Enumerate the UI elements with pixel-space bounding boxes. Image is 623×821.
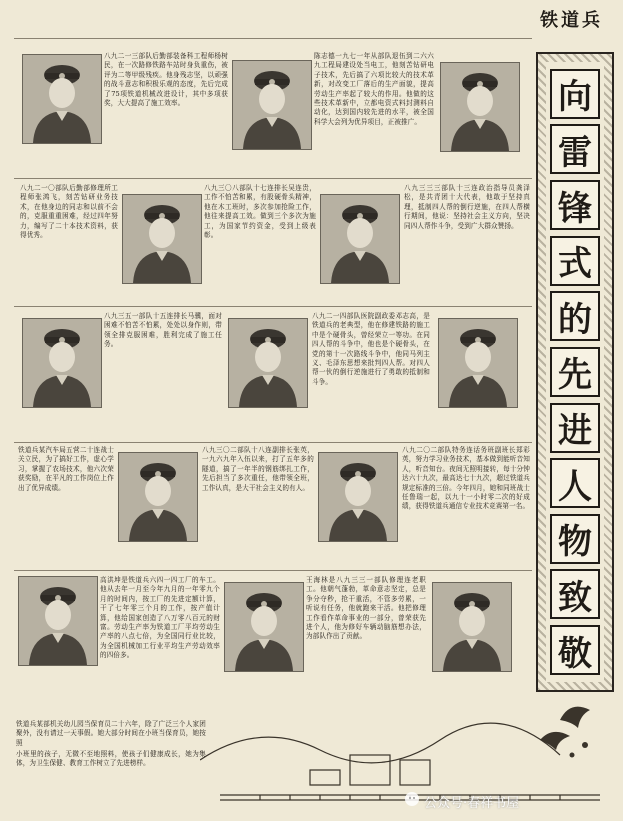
title-char: 敬 (550, 625, 600, 675)
portrait-photo (122, 194, 202, 284)
title-banner (536, 52, 614, 692)
portrait-silhouette (23, 55, 101, 143)
title-char: 向 (550, 69, 600, 119)
portrait-photo (440, 62, 520, 152)
portrait-silhouette (123, 195, 201, 283)
title-char: 进 (550, 403, 600, 453)
caption-text: 小班里的孩子，无微不至地照料，使孩子们健康成长，她为集体，为卫生保健、教育工作树立了先进榜样。 (16, 750, 206, 768)
caption-text: 陈志德一九七一年从部队退伍到二六六九工程局建设处当电工，他刻苦钻研电子技术，先后搞了六项比较大的技术革新，对改变工厂落后的生产面貌，提高劳动生产率起了较大的作用。他做的这些技术革新中，立都电资式料封测料自动化，达到国内较先进的水平，被全国科学大会列为优异项目，正被推广。 (314, 52, 434, 126)
portrait-silhouette (319, 453, 397, 541)
title-char: 人 (550, 458, 600, 508)
section-rule (14, 570, 532, 571)
portrait-photo (18, 576, 98, 666)
caption-text: 八九三〇二部队十八连副排长张英，一九六九年入伍以来，打了五年多的隧道，搞了一年半的钢筋绑扎工作，先后担当了多次重任，他带领全班，工作认真，是大干社会主义的有人。 (202, 446, 314, 492)
title-char: 先 (550, 347, 600, 397)
masthead: 铁道兵 (540, 10, 603, 31)
title-char: 的 (550, 291, 600, 341)
caption-text: 八九二一〇部队后勤部修理所工程师张鸿飞，刻苦钻研业务技术，在他身边的同志和以前不会的，克服重重困难，经过四年努力，编写了二十本技术资料，获得优秀。 (20, 184, 118, 240)
portrait-photo (232, 60, 312, 150)
caption-text: 八九三五一部队十五连排长马骥，面对困难不怕苦不怕累，处处以身作则，带领全排克服困难，胜利完成了施工任务。 (104, 312, 222, 349)
portrait-silhouette (321, 195, 399, 283)
section-rule (14, 442, 532, 443)
portrait-photo (432, 582, 512, 672)
portrait-photo (438, 318, 518, 408)
section-rule (14, 306, 532, 307)
top-rule (14, 38, 532, 39)
portrait-silhouette (441, 63, 519, 151)
portrait-photo (318, 452, 398, 542)
watermark: 公众号·春祥书屋 (424, 796, 520, 811)
caption-text: 王海林是八九三三一部队修理连老职工。他朝气蓬勃，革命意志坚定，总是争分夺秒，抢干重活，不管多劳累，一听说有任务，他就跑来干活。他把修理工作看作革命事业的一部分，曾荣获先进个人，他为修好车辆动脑筋想办法，为部队作出了贡献。 (306, 576, 426, 641)
portrait-photo (224, 582, 304, 672)
portrait-photo (22, 318, 102, 408)
portrait-silhouette (119, 453, 197, 541)
portrait-silhouette (233, 61, 311, 149)
portrait-photo (320, 194, 400, 284)
caption-text: 八九二一三部队后勤部装备科工程师杨树民，在一次路修铁路车站时身负重伤，被评为二等甲级残疾。他身残志坚，以顽强的战斗意志和积极乐观的态度，先后完成了75项铁道机械改进设计，其中多项获奖，大大提高了施工效率。 (104, 52, 228, 108)
portrait-silhouette (433, 583, 511, 671)
caption-text: 高洪坤是铁道兵六四一四工厂的车工。他从去年一月至今年九月的一年零九个月的时间内，按工厂的先进定额计算，干了七年零三个月的工作，按产值计算，他给国家创造了八万零八百元的财富。劳动生产率为铁道工厂平均劳动生产率的八点七倍，为全国同行业比较，为全国机械加工行业平均生产劳动效率的四倍多。 (100, 576, 220, 660)
caption-text: 八九三三三部队十三连政治指导员龚泽松，是共青团十大代表，他敢于坚持真理，抵制四人帮的倒行逆施，在四人帮横行期间，他说：坚持社会主义方向，坚决同四人帮作斗争，受到广大群众赞扬。 (404, 184, 530, 230)
title-char: 致 (550, 569, 600, 619)
caption-text: 铁道兵某汽车局五营二十连战士关立民，为了搞好工作，虚心学习，掌握了农场技术，他六次荣获奖励，在平凡的工作岗位上作出了优异成绩。 (18, 446, 114, 492)
portrait-silhouette (23, 319, 101, 407)
wechat-icon (404, 791, 420, 807)
portrait-photo (228, 318, 308, 408)
portrait-silhouette (229, 319, 307, 407)
title-char: 雷 (550, 124, 600, 174)
caption-text: 八九三〇八部队十七连排长吴连贵，工作不怕苦和累，有股硬骨头精神，他在木工班时，多次参加抢险工作，他往来提高工效。做到三个多次为施工，为国家节约资金，受到上级表彰。 (204, 184, 316, 240)
portrait-photo (22, 54, 102, 144)
title-char: 式 (550, 236, 600, 286)
section-rule (14, 178, 532, 179)
title-banner-chars (546, 62, 604, 682)
title-char: 锋 (550, 180, 600, 230)
portrait-silhouette (19, 577, 97, 665)
portrait-photo (118, 452, 198, 542)
caption-text: 八九二〇二部队特务连话务班副班长郑彩英，努力学习业务技术，基本做到能听音知人，听音知台。夜间无照明接转，每十分钟达六十九次，最高达七十九次，超过铁道兵规定标准的三倍。今年四月，她和同班战士任鲁瑞一起，以九十一小时零二次的好成绩，获得铁道兵通信专业技术竞赛第一名。 (402, 446, 530, 511)
caption-text: 八九二一四部队医院副政委邓志高，是铁道兵的老典型，他在修建铁路的施工中是个硬骨头，曾经荣立一等功。在同四人帮的斗争中，他也是个硬骨头，在党的第十一次路线斗争中，他同马列主义、毛泽东思想来批判四人帮。对四人帮一伙的倒行逆施进行了勇敢的抵制和斗争。 (312, 312, 430, 386)
portrait-silhouette (225, 583, 303, 671)
caption-text: 铁道兵某部机关幼儿园当保育员二十六年，除了广泛三个人家团聚外，没有请过一天事假。她大部分时间在小班当保育员，她按照 (16, 720, 206, 747)
title-char: 物 (550, 514, 600, 564)
portrait-silhouette (439, 319, 517, 407)
